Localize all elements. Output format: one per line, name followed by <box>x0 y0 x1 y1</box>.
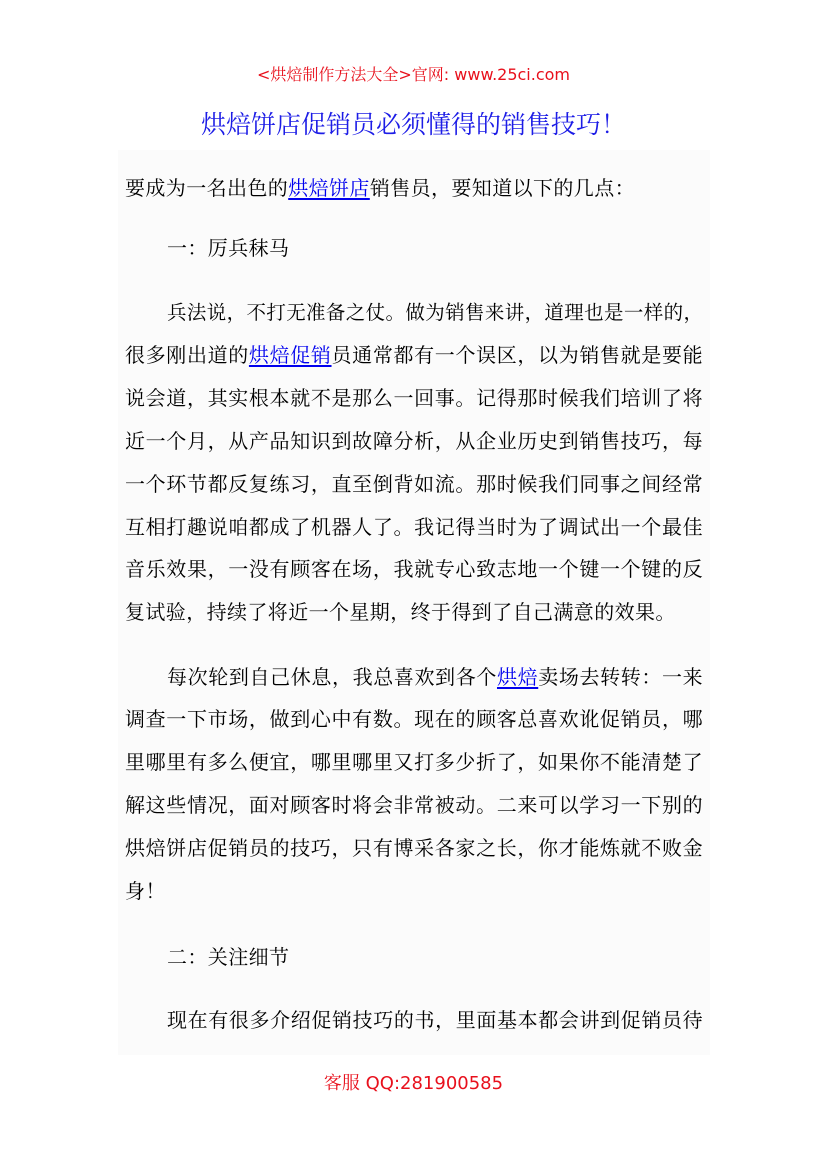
customer-service-contact: 客服 QQ:281900585 <box>323 1073 504 1094</box>
keyword-link[interactable]: 烘焙促销 <box>248 343 332 368</box>
text-line: 烘焙饼店促销员的技巧，只有博采各家之长，你才能炼就不败金 <box>125 835 703 860</box>
text-line <box>125 334 703 377</box>
text-line: 说会道，其实根本就不是那么一回事。记得那时候我们培训了将 <box>125 386 703 411</box>
text-line: 身！ <box>125 878 166 903</box>
text-segment: 卖场去转转：一来 <box>538 664 703 689</box>
text-segment: 每次轮到自己休息，我总喜欢到各个 <box>167 664 497 689</box>
text-line: 近一个月，从产品知识到故障分析，从企业历史到销售技巧，每 <box>125 428 703 453</box>
keyword-link[interactable]: 烘焙 <box>496 664 539 689</box>
section-heading: 一：厉兵秣马 <box>167 235 290 260</box>
keyword-link[interactable]: 烘焙饼店 <box>288 176 370 200</box>
article-body <box>125 167 703 1041</box>
text-line: 解这些情况，面对顾客时将会非常被动。二来可以学习一下别的 <box>125 792 703 817</box>
text-line: 兵法说，不打无准备之仗。做为销售来讲，道理也是一样的， <box>167 300 703 324</box>
text-segment: 员通常都有一个误区，以为销售就是要能 <box>331 343 703 368</box>
text-segment: 要成为一名出色的 <box>125 176 289 200</box>
paragraph <box>125 656 703 913</box>
text-line: 复试验，持续了将近一个星期，终于得到了自己满意的效果。 <box>125 600 676 625</box>
text-line: 里哪里有多么便宜，哪里哪里又打多少折了，如果你不能清楚了 <box>125 750 703 775</box>
text-line <box>125 656 703 699</box>
section-heading: 二：关注细节 <box>167 944 290 969</box>
text-line: 调查一下市场，做到心中有数。现在的顾客总喜欢讹促销员，哪 <box>125 707 703 732</box>
paragraph <box>125 999 703 1042</box>
article-title: 烘焙饼店促销员必须懂得的销售技巧！ <box>200 110 626 139</box>
intro-line <box>125 167 703 210</box>
text-segment: 销售员，要知道以下的几点： <box>369 176 636 200</box>
text-line: 互相打趣说咱都成了机器人了。我记得当时为了调试出一个最佳 <box>125 514 703 539</box>
text-segment: 很多刚出道的 <box>125 343 249 368</box>
text-line: 音乐效果，一没有顾客在场，我就专心致志地一个键一个键的反 <box>125 557 703 582</box>
paragraph <box>125 292 703 634</box>
text-line: 一个环节都反复练习，直至倒背如流。那时候我们同事之间经常 <box>125 471 703 496</box>
site-header-line: <烘焙制作方法大全>官网: www.25ci.com <box>256 65 571 84</box>
text-line: 现在有很多介绍促销技巧的书，里面基本都会讲到促销员待 <box>167 1007 703 1032</box>
